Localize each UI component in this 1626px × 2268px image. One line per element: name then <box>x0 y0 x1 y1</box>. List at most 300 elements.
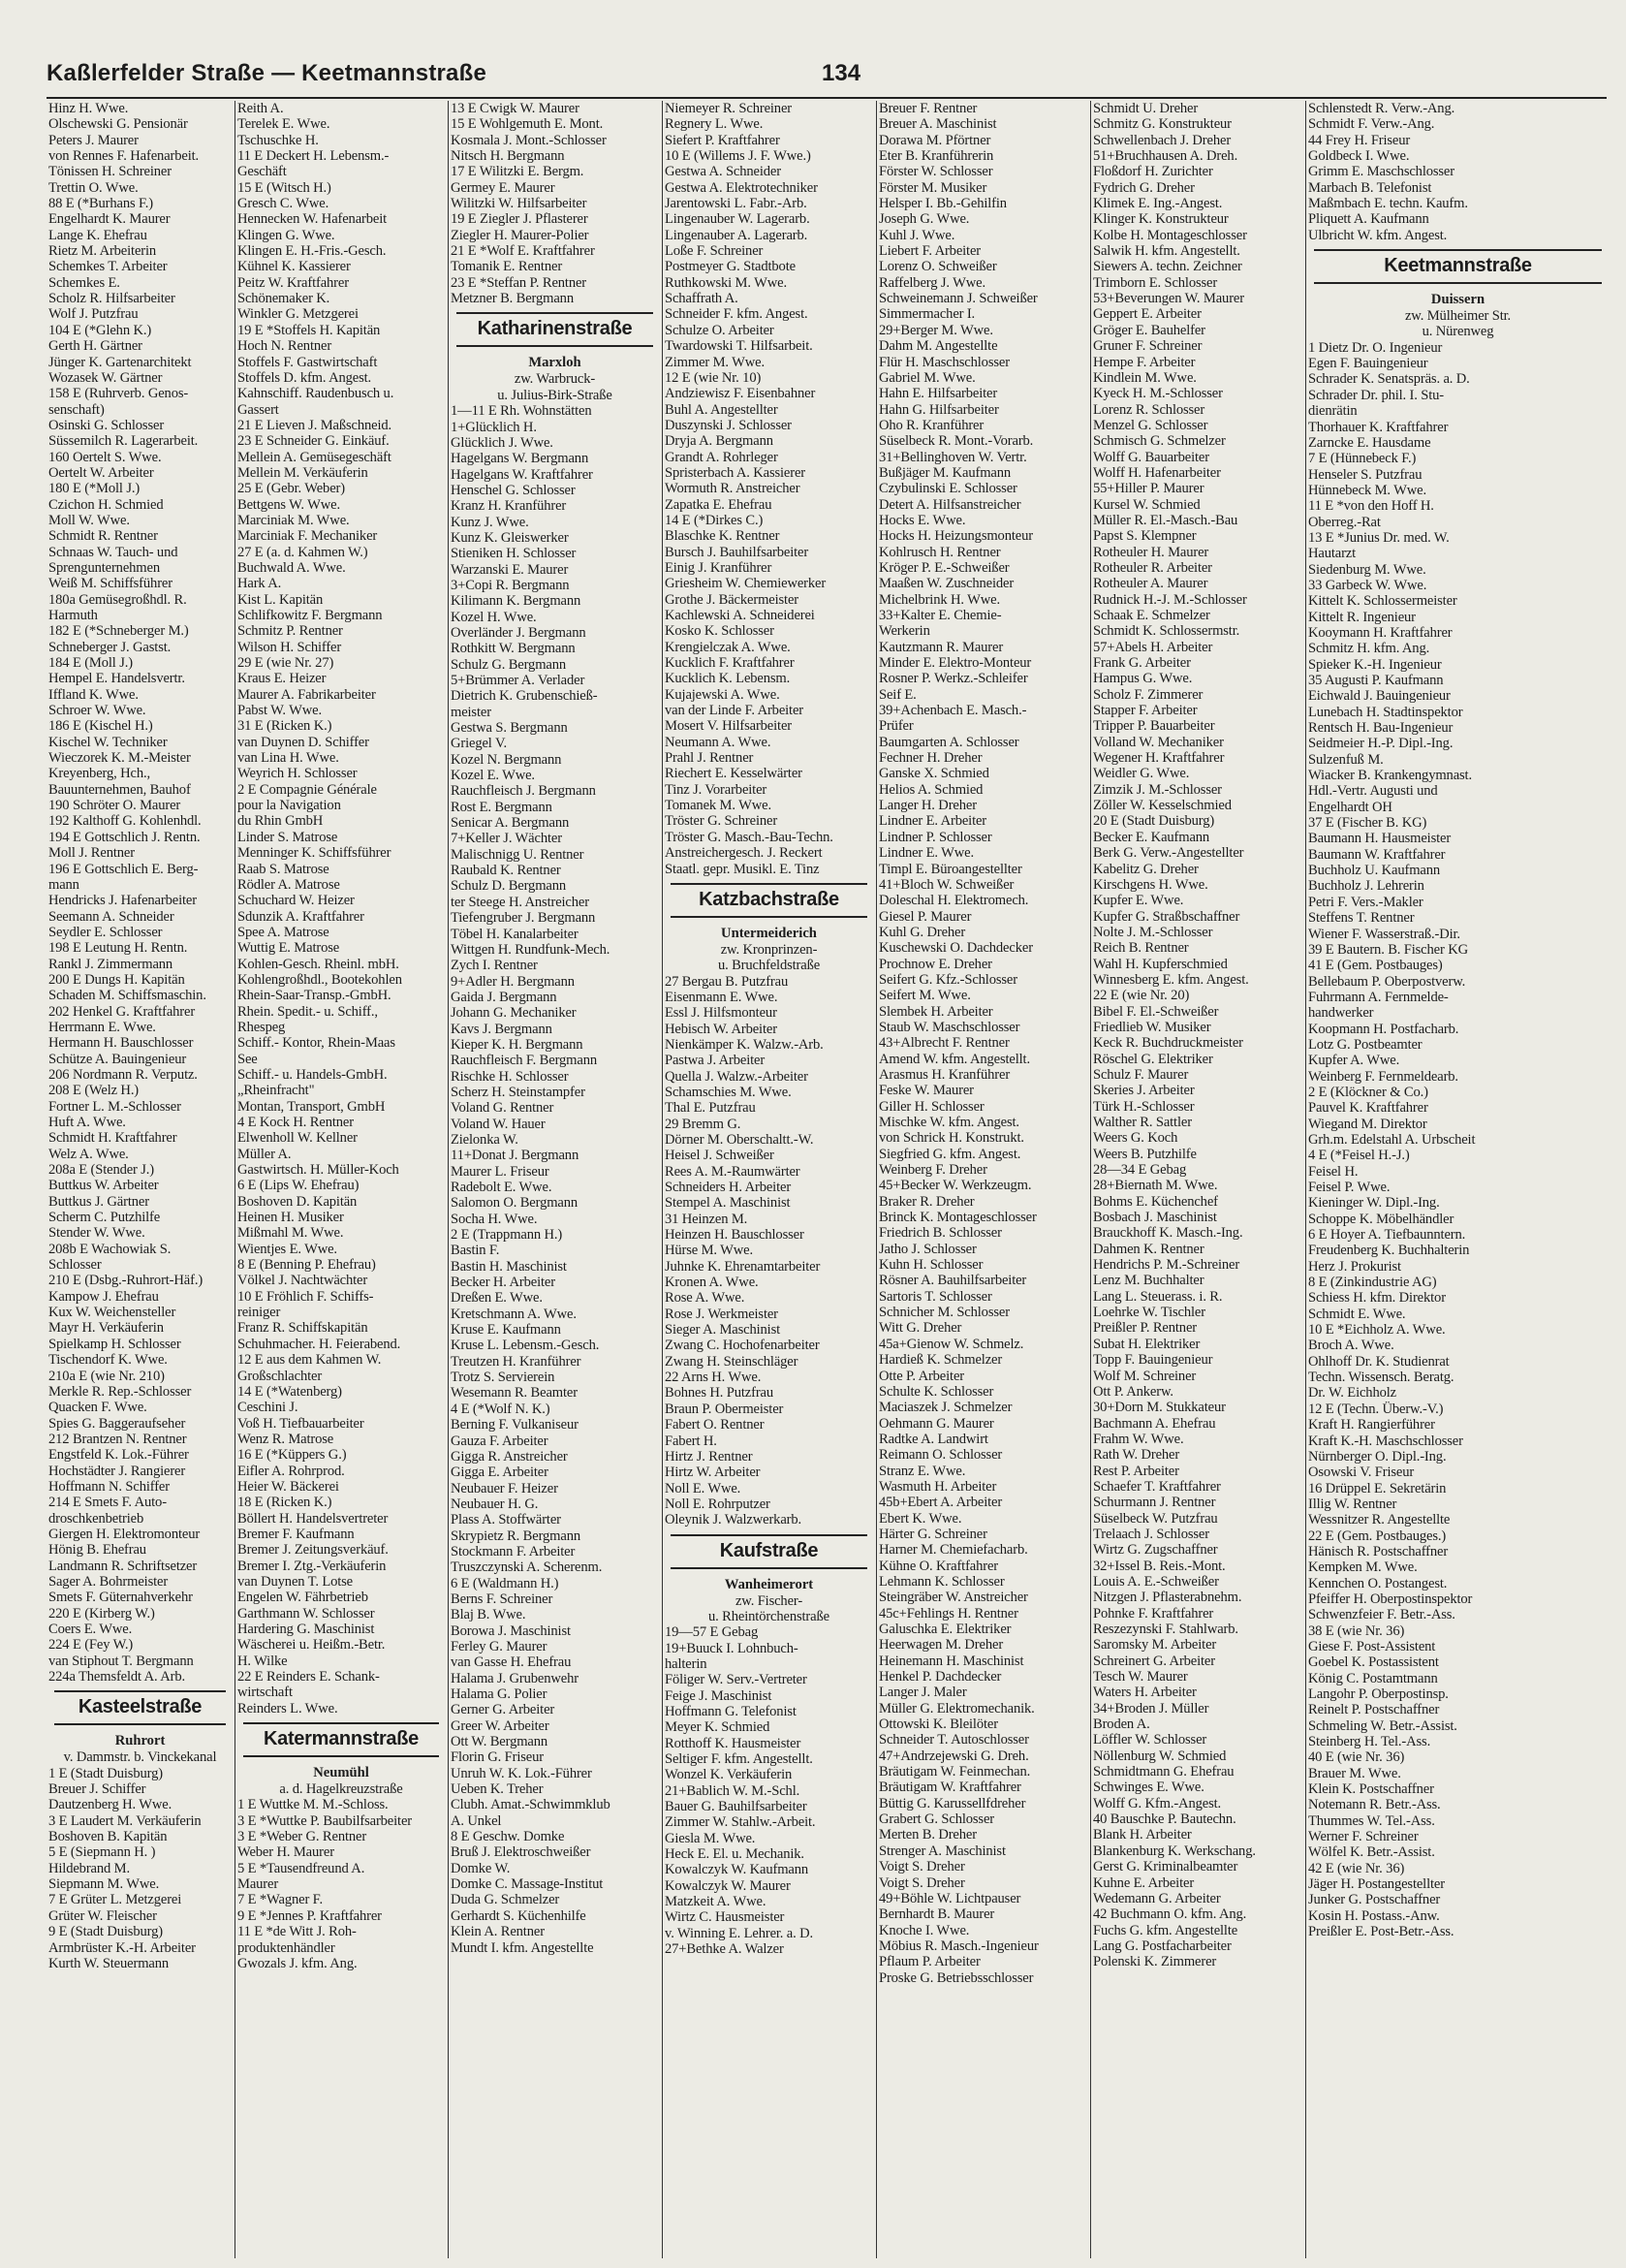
directory-entry: Reich B. Rentner <box>1093 940 1189 957</box>
directory-entry: Frank G. Arbeiter <box>1093 655 1191 672</box>
directory-entry: Hermann H. Bauschlosser <box>48 1035 194 1052</box>
directory-entry: Berning F. Vulkaniseur <box>451 1417 578 1433</box>
directory-entry: Hautarzt <box>1308 546 1357 562</box>
column-5 <box>877 101 1091 2258</box>
directory-entry: Senicar A. Bergmann <box>451 815 570 832</box>
directory-entry: Kozel N. Bergmann <box>451 751 562 768</box>
directory-entry: Dr. W. Eichholz <box>1308 1385 1396 1402</box>
directory-entry: Schoppe K. Möbelhändler <box>1308 1211 1454 1227</box>
directory-entry: Heinen H. Musiker <box>237 1210 344 1226</box>
directory-entry: Reinelt P. Postschaffner <box>1308 1702 1440 1718</box>
directory-entry: Riechert E. Kesselwärter <box>665 766 802 782</box>
directory-entry: Andziewisz F. Eisenbahner <box>665 386 816 402</box>
directory-entry: Fabert H. <box>665 1433 717 1449</box>
directory-entry: Dahmen K. Rentner <box>1093 1241 1204 1257</box>
directory-entry: Hardering G. Maschinist <box>237 1622 375 1637</box>
directory-entry: Müller R. El.-Masch.-Bau <box>1093 512 1238 528</box>
directory-entry: Gresch C. Wwe. <box>237 196 329 212</box>
directory-entry: Jatho J. Schlosser <box>879 1241 977 1257</box>
directory-entry: Kursel W. Schmied <box>1093 496 1201 513</box>
directory-entry: 11 E *de Witt J. Roh- <box>237 1924 357 1940</box>
directory-entry: Mischke W. kfm. Angest. <box>879 1115 1019 1130</box>
directory-entry: Griesheim W. Chemiewerker <box>665 576 827 592</box>
directory-entry: Scholz R. Hilfsarbeiter <box>48 291 175 307</box>
directory-entry: 12 E aus dem Kahmen W. <box>237 1352 382 1369</box>
directory-entry: Schulze O. Arbeiter <box>665 322 774 338</box>
directory-entry: Fechner H. Dreher <box>879 750 983 767</box>
directory-entry: 5+Brümmer A. Verlader <box>451 673 585 688</box>
directory-entry: Doleschal H. Elektromech. <box>879 893 1029 909</box>
directory-entry: Hänisch R. Postschaffner <box>1308 1543 1449 1559</box>
directory-entry: Hocks E. Wwe. <box>879 512 966 528</box>
directory-entry: Wolff G. Kfm.-Angest. <box>1093 1795 1221 1811</box>
directory-entry: Rose J. Werkmeister <box>665 1306 778 1322</box>
directory-entry: Nienkämper K. Walzw.-Arb. <box>665 1036 824 1053</box>
directory-entry: Johann G. Mechaniker <box>451 1005 577 1022</box>
directory-entry: pour la Navigation <box>237 798 341 814</box>
directory-entry: Schneiders H. Arbeiter <box>665 1180 792 1195</box>
directory-entry: Seltiger F. kfm. Angestellt. <box>665 1751 813 1767</box>
directory-entry: Koopmann H. Postfacharb. <box>1308 1021 1459 1037</box>
directory-entry: Menninger K. Schiffsführer <box>237 845 391 862</box>
directory-entry: Tesch W. Maurer <box>1093 1669 1188 1685</box>
directory-entry: Baumgarten A. Schlosser <box>879 734 1019 750</box>
directory-entry: 3 E Laudert M. Verkäuferin <box>48 1812 202 1829</box>
directory-entry: Tripper P. Bauarbeiter <box>1093 718 1215 735</box>
directory-entry: Klingen E. H.-Fris.-Gesch. <box>237 243 387 260</box>
directory-entry: Ott P. Ankerw. <box>1093 1383 1173 1400</box>
directory-entry: 23 E Schneider G. Einkäuf. <box>237 433 390 450</box>
directory-entry: Kronen A. Wwe. <box>665 1275 759 1291</box>
directory-entry: Langer J. Maler <box>879 1685 967 1701</box>
directory-entry: Tschuschke H. <box>237 132 319 148</box>
directory-entry: Buttkus W. Arbeiter <box>48 1178 159 1194</box>
directory-entry: Föliger W. Serv.-Vertreter <box>665 1672 807 1688</box>
directory-entry: Braker R. Dreher <box>879 1193 975 1210</box>
directory-entry: Thorhauer K. Kraftfahrer <box>1308 419 1449 435</box>
directory-entry: Spies G. Baggeraufseher <box>48 1415 186 1432</box>
directory-entry: Kabelitz G. Dreher <box>1093 861 1199 877</box>
directory-entry: 200 E Dungs H. Kapitän <box>48 971 185 988</box>
directory-entry: 198 E Leutung H. Rentn. <box>48 940 188 957</box>
directory-entry: Brauckhoff K. Masch.-Ing. <box>1093 1225 1243 1242</box>
directory-entry: Kieper K. H. Bergmann <box>451 1036 583 1053</box>
directory-entry: Ganske X. Schmied <box>879 766 989 782</box>
directory-entry: Wolff G. Bauarbeiter <box>1093 449 1209 465</box>
directory-entry: Dorawa M. Pförtner <box>879 132 991 148</box>
directory-entry: von Schrick H. Konstrukt. <box>879 1130 1024 1147</box>
directory-entry: Hendrichs P. M.-Schreiner <box>1093 1257 1240 1274</box>
directory-entry: Stranz E. Wwe. <box>879 1463 966 1479</box>
directory-entry: Rees A. M.-Raumwärter <box>665 1163 800 1180</box>
directory-entry: 16 E (*Küppers G.) <box>237 1447 347 1464</box>
directory-entry: Ferley G. Maurer <box>451 1638 547 1654</box>
directory-entry: produktenhändler <box>237 1939 335 1956</box>
directory-entry: Mellein A. Gemüsegeschäft <box>237 449 391 465</box>
directory-entry: Petri F. Vers.-Makler <box>1308 894 1423 910</box>
directory-entry: Kupfer A. Wwe. <box>1308 1053 1400 1069</box>
directory-entry: Minder E. Elektro-Monteur <box>879 655 1032 672</box>
directory-entry: Hardieß K. Schmelzer <box>879 1352 1003 1369</box>
directory-entry: Engelhardt OH <box>1308 799 1392 815</box>
directory-entry: Weidler G. Wwe. <box>1093 766 1190 782</box>
directory-entry: Schweinemann J. Schweißer <box>879 291 1038 307</box>
directory-entry: Oleynik J. Walzwerkarb. <box>665 1512 801 1528</box>
directory-entry: Trelaach J. Schlosser <box>1093 1526 1209 1542</box>
directory-entry: Hoffmann N. Schiffer <box>48 1478 170 1495</box>
directory-entry: Rath W. Dreher <box>1093 1447 1180 1464</box>
directory-entry: Sager A. Bohrmeister <box>48 1573 169 1590</box>
directory-entry: Schaefer T. Kraftfahrer <box>1093 1478 1221 1495</box>
directory-entry: Peitz W. Kraftfahrer <box>237 274 349 291</box>
directory-entry: Sieger A. Maschinist <box>665 1322 781 1339</box>
directory-entry: 10 E Fröhlich F. Schiffs- <box>237 1288 374 1305</box>
directory-entry: van der Linde F. Arbeiter <box>665 703 803 719</box>
directory-entry: Duszynski J. Schlosser <box>665 417 792 433</box>
directory-entry: Eter B. Kranführerin <box>879 148 994 165</box>
directory-entry: Amend W. kfm. Angestellt. <box>879 1051 1030 1067</box>
directory-entry: Grimm E. Maschschlosser <box>1308 164 1454 180</box>
directory-entry: Trotz S. Servierein <box>451 1370 555 1386</box>
directory-entry: A. Unkel <box>451 1812 502 1829</box>
directory-entry: Kraus E. Heizer <box>237 671 327 687</box>
directory-entry: Skeries J. Arbeiter <box>1093 1083 1195 1099</box>
directory-entry: Heisel J. Schweißer <box>665 1148 774 1164</box>
directory-entry: Eifler A. Rohrprod. <box>237 1463 345 1479</box>
directory-entry: Kupfer E. Wwe. <box>1093 893 1184 909</box>
directory-entry: Nolte J. M.-Schlosser <box>1093 924 1213 940</box>
directory-entry: Jäger H. Postangestellter <box>1308 1876 1445 1893</box>
district-name: Marxloh <box>528 355 581 371</box>
directory-entry: 224 E (Fey W.) <box>48 1637 134 1654</box>
directory-entry: 42 Buchmann O. kfm. Ang. <box>1093 1906 1247 1923</box>
directory-entry: Brinck K. Montageschlosser <box>879 1210 1037 1226</box>
directory-entry: Schreinert G. Arbeiter <box>1093 1653 1215 1669</box>
directory-entry: Böllert H. Handelsvertreter <box>237 1510 389 1527</box>
directory-entry: 33+Kalter E. Chemie- <box>879 608 1002 623</box>
directory-entry: Metzner B. Bergmann <box>451 291 574 307</box>
directory-entry: 32+Issel B. Reis.-Mont. <box>1093 1558 1226 1574</box>
page-number: 134 <box>822 60 861 86</box>
directory-entry: Meyer K. Schmied <box>665 1719 770 1736</box>
directory-entry: Kruse E. Kaufmann <box>451 1322 561 1339</box>
directory-entry: Zapatka E. Ehefrau <box>665 496 772 513</box>
directory-entry: Maurer <box>237 1876 279 1893</box>
directory-entry: 29+Berger M. Wwe. <box>879 322 993 338</box>
directory-entry: Niemeyer R. Schreiner <box>665 101 792 116</box>
street-range: u. Julius-Birk-Straße <box>497 387 612 403</box>
directory-entry: 22 Arns H. Wwe. <box>665 1370 762 1386</box>
directory-entry: Stoffels F. Gastwirtschaft <box>237 354 378 370</box>
directory-entry: 11 E *von den Hoff H. <box>1308 498 1434 515</box>
directory-entry: 6 E Hoyer A. Tiefbaunntern. <box>1308 1227 1466 1244</box>
directory-entry: Großschlachter <box>237 1368 323 1384</box>
directory-entry: Voß H. Tiefbauarbeiter <box>237 1415 364 1432</box>
directory-entry: Gerner G. Arbeiter <box>451 1702 555 1718</box>
street-range: zw. Fischer- <box>735 1592 803 1609</box>
directory-entry: Trettin O. Wwe. <box>48 179 139 196</box>
directory-entry: Bußjäger M. Kaufmann <box>879 464 1012 481</box>
directory-entry: Tröster G. Masch.-Bau-Techn. <box>665 829 833 845</box>
directory-entry: Strenger A. Maschinist <box>879 1843 1006 1859</box>
directory-entry: Hendricks J. Hafenarbeiter <box>48 893 197 909</box>
directory-entry: Steffens T. Rentner <box>1308 910 1415 927</box>
directory-entry: 23 E *Steffan P. Rentner <box>451 274 587 291</box>
directory-entry: 4 E (*Wolf N. K.) <box>451 1401 550 1417</box>
street-heading: Katermannstraße <box>243 1722 439 1757</box>
directory-entry: Moll J. Rentner <box>48 845 135 862</box>
directory-entry: 7 E (Hünnebeck F.) <box>1308 451 1417 467</box>
directory-entry: Hildebrand M. <box>48 1860 130 1876</box>
directory-entry: 51+Bruchhausen A. Dreh. <box>1093 148 1238 165</box>
directory-entry: Süssemilch R. Lagerarbeit. <box>48 433 199 450</box>
page-header <box>47 58 1607 99</box>
directory-entry: Wirtz G. Zugschaffner <box>1093 1542 1218 1559</box>
directory-entry: Rösner A. Bauhilfsarbeiter <box>879 1273 1027 1289</box>
directory-entry: 27 E (a. d. Kahmen W.) <box>237 544 368 560</box>
directory-entry: 20 E (Stadt Duisburg) <box>1093 813 1215 830</box>
directory-entry: Blankenburg K. Werkschang. <box>1093 1843 1256 1859</box>
directory-entry: Schemkes E. <box>48 274 120 291</box>
directory-entry: Kurth W. Steuermann <box>48 1955 170 1971</box>
street-range: zw. Kronprinzen- <box>720 941 818 958</box>
directory-entry: Hirtz W. Arbeiter <box>665 1465 761 1481</box>
directory-entry: Schamschies M. Wwe. <box>665 1084 792 1100</box>
directory-entry: Hahn E. Hilfsarbeiter <box>879 386 998 402</box>
directory-entry: 39+Achenbach E. Masch.- <box>879 703 1027 719</box>
directory-entry: Weyrich H. Schlosser <box>237 766 358 782</box>
directory-entry: Czichon H. Schmied <box>48 496 164 513</box>
directory-entry: Gaida J. Bergmann <box>451 989 557 1005</box>
directory-entry: Boshoven D. Kapitän <box>237 1193 358 1210</box>
directory-entry: Süselbeck R. Mont.-Vorarb. <box>879 433 1034 450</box>
directory-entry: 38 E (wie Nr. 36) <box>1308 1622 1405 1639</box>
directory-entry: Voigt S. Dreher <box>879 1859 965 1875</box>
directory-entry: Reszezynski F. Stahlwarb. <box>1093 1622 1238 1637</box>
directory-entry: Kühne O. Kraftfahrer <box>879 1558 999 1574</box>
directory-entry: Wiener F. Wasserstraß.-Dir. <box>1308 926 1460 942</box>
directory-entry: Grh.m. Edelstahl A. Urbscheit <box>1308 1131 1476 1148</box>
directory-entry: Schmidtmann G. Ehefrau <box>1093 1764 1235 1780</box>
directory-entry: Heinemann H. Maschinist <box>879 1653 1024 1669</box>
directory-entry: Kupfer G. Straßbschaffner <box>1093 908 1240 925</box>
directory-entry: Lunebach H. Stadtinspektor <box>1308 704 1463 720</box>
directory-entry: Quella J. Walzw.-Arbeiter <box>665 1068 808 1085</box>
directory-entry: Wessnitzer R. Angestellte <box>1308 1512 1451 1528</box>
directory-entry: 44 Frey H. Friseur <box>1308 132 1411 148</box>
directory-entry: Bettgens W. Wwe. <box>237 496 340 513</box>
directory-entry: Stieniken H. Schlosser <box>451 546 577 562</box>
directory-entry: Mayr H. Verkäuferin <box>48 1320 164 1337</box>
directory-entry: Scholz F. Zimmerer <box>1093 686 1204 703</box>
directory-entry: Oho R. Kranführer <box>879 417 985 433</box>
directory-entry: Domke C. Massage-Institut <box>451 1876 604 1893</box>
directory-entry: Glücklich J. Wwe. <box>451 434 553 451</box>
directory-entry: Siefert P. Kraftfahrer <box>665 132 780 148</box>
directory-entry: 186 E (Kischel H.) <box>48 718 153 735</box>
directory-entry: Broden A. <box>1093 1717 1150 1733</box>
directory-entry: Stapper F. Arbeiter <box>1093 703 1198 719</box>
directory-entry: Rhein. Spedit.- u. Schiff., <box>237 1003 378 1020</box>
directory-entry: Buchholz U. Kaufmann <box>1308 863 1441 879</box>
directory-entry: Preißler P. Rentner <box>1093 1320 1197 1337</box>
directory-entry: Lorenz O. Schweißer <box>879 259 997 275</box>
directory-entry: Landmann R. Schriftsetzer <box>48 1558 198 1574</box>
street-range: u. Bruchfeldstraße <box>717 958 821 974</box>
directory-entry: van Stiphout T. Bergmann <box>48 1653 194 1669</box>
directory-entry: Schrader K. Senatspräs. a. D. <box>1308 371 1470 388</box>
directory-entry: Iffland K. Wwe. <box>48 686 139 703</box>
directory-entry: 40 E (wie Nr. 36) <box>1308 1749 1405 1766</box>
directory-entry: Wilson H. Schiffer <box>237 639 342 655</box>
directory-entry: 27 Bergau B. Putzfrau <box>665 973 789 990</box>
directory-entry: Oertelt W. Arbeiter <box>48 464 154 481</box>
directory-entry: 88 E (*Burhans F.) <box>48 196 154 212</box>
directory-entry: Spieker K.-H. Ingenieur <box>1308 656 1442 673</box>
directory-entry: Mosert V. Hilfsarbeiter <box>665 718 792 735</box>
directory-entry: 2 E (Trappmann H.) <box>451 1227 563 1244</box>
directory-entry: Schaden M. Schiffsmaschin. <box>48 988 206 1004</box>
directory-entry: Schmitz G. Konstrukteur <box>1093 116 1232 133</box>
directory-entry: Schneider T. Autoschlosser <box>879 1732 1029 1748</box>
directory-entry: Breuer F. Rentner <box>879 101 978 116</box>
directory-entry: Hagelgans W. Kraftfahrer <box>451 466 593 483</box>
directory-entry: 7+Keller J. Wächter <box>451 831 562 847</box>
directory-entry: Schulz D. Bergmann <box>451 878 567 895</box>
directory-entry: Thal E. Putzfrau <box>665 1100 756 1117</box>
directory-entry: Stockmann F. Arbeiter <box>451 1543 576 1559</box>
directory-entry: Schroer W. Wwe. <box>48 703 146 719</box>
directory-entry: Giesla M. Wwe. <box>665 1830 756 1846</box>
directory-entry: Buchholz J. Lehrerin <box>1308 878 1424 895</box>
directory-entry: Breuer A. Maschinist <box>879 116 997 133</box>
directory-entry: Weers G. Koch <box>1093 1130 1178 1147</box>
directory-entry: Lindner P. Schlosser <box>879 829 992 845</box>
directory-entry: Hönig B. Ehefrau <box>48 1542 146 1559</box>
directory-entry: 14 E (*Watenberg) <box>237 1383 342 1400</box>
column-2 <box>235 101 449 2258</box>
directory-entry: 104 E (*Glehn K.) <box>48 322 152 338</box>
directory-entry: Seifert M. Wwe. <box>879 988 971 1004</box>
directory-entry: H. Wilke <box>237 1653 288 1669</box>
directory-entry: Kraft H. Rangierführer <box>1308 1417 1435 1433</box>
directory-entry: Lehmann K. Schlosser <box>879 1573 1005 1590</box>
directory-entry: 42 E (wie Nr. 36) <box>1308 1860 1405 1876</box>
directory-entry: Anstreichergesch. J. Reckert <box>665 845 823 862</box>
directory-entry: Stempel A. Maschinist <box>665 1195 791 1212</box>
directory-entry: Prüfer <box>879 718 914 735</box>
directory-entry: 15 E Wohlgemuth E. Mont. <box>451 116 604 133</box>
directory-entry: Ottowski K. Bleilöter <box>879 1717 998 1733</box>
directory-entry: Tinz J. Vorarbeiter <box>665 781 767 798</box>
directory-entry: Kirschgens H. Wwe. <box>1093 876 1208 893</box>
directory-entry: 2 E (Klöckner & Co.) <box>1308 1084 1428 1100</box>
directory-entry: Merten B. Dreher <box>879 1827 977 1843</box>
district-name: Duissern <box>1430 292 1485 308</box>
directory-entry: Spielkamp H. Schlosser <box>48 1336 181 1352</box>
directory-entry: 220 E (Kirberg W.) <box>48 1605 155 1622</box>
directory-entry: Breuer J. Schiffer <box>48 1781 146 1798</box>
directory-entry: Dautzenberg H. Wwe. <box>48 1797 172 1813</box>
directory-entry: Bremer I. Ztg.-Verkäuferin <box>237 1558 387 1574</box>
directory-entry: Kujajewski A. Wwe. <box>665 686 780 703</box>
directory-entry: Pfeiffer H. Oberpostinspektor <box>1308 1591 1473 1607</box>
directory-entry: Franz R. Schiffskapitän <box>237 1320 368 1337</box>
directory-entry: Arasmus H. Kranführer <box>879 1066 1011 1083</box>
directory-entry: Quacken F. Wwe. <box>48 1400 147 1416</box>
directory-entry: 210a E (wie Nr. 210) <box>48 1368 165 1384</box>
directory-entry: Skrypietz R. Bergmann <box>451 1528 580 1544</box>
directory-entry: du Rhin GmbH <box>237 813 324 830</box>
directory-entry: Topp F. Bauingenieur <box>1093 1352 1213 1369</box>
directory-entry: Schuhmacher. H. Feierabend. <box>237 1336 401 1352</box>
directory-entry: Rost E. Bergmann <box>451 799 552 815</box>
directory-entry: Salwik H. kfm. Angestellt. <box>1093 243 1240 260</box>
directory-entry: Schulz F. Maurer <box>1093 1066 1189 1083</box>
directory-entry: Hoffmann G. Telefonist <box>665 1703 797 1719</box>
directory-entry: Buchwald A. Wwe. <box>237 559 346 576</box>
directory-entry: 1 E Wuttke M. M.-Schloss. <box>237 1797 389 1813</box>
directory-entry: 45b+Ebert A. Arbeiter <box>879 1495 1003 1511</box>
directory-entry: Maurer A. Fabrikarbeiter <box>237 686 376 703</box>
directory-entry: Joseph G. Wwe. <box>879 211 970 228</box>
directory-entry: Grüter W. Fleischer <box>48 1907 157 1924</box>
directory-entry: Scherm C. Putzhilfe <box>48 1210 161 1226</box>
directory-entry: Reith A. <box>237 101 284 116</box>
directory-entry: Geppert E. Arbeiter <box>1093 306 1202 323</box>
directory-entry: 2 E Compagnie Générale <box>237 781 377 798</box>
directory-entry: Schlosser <box>48 1257 102 1274</box>
street-heading: Keetmannstraße <box>1314 249 1602 284</box>
directory-entry: Peters J. Maurer <box>48 132 139 148</box>
directory-entry: Neubauer F. Heizer <box>451 1480 558 1496</box>
directory-entry: Detert A. Hilfsanstreicher <box>879 496 1021 513</box>
directory-entry: Buhl A. Angestellter <box>665 401 778 418</box>
street-range: a. d. Hagelkreuzstraße <box>279 1781 403 1798</box>
directory-entry: 17 E Wilitzki E. Bergm. <box>451 164 584 180</box>
directory-entry: Schlenstedt R. Verw.-Ang. <box>1308 101 1455 116</box>
directory-entry: Feige J. Maschinist <box>665 1687 772 1704</box>
directory-entry: Ueben K. Treher <box>451 1781 544 1798</box>
directory-entry: Seidmeier H.-P. Dipl.-Ing. <box>1308 736 1454 752</box>
directory-entry: Bastin F. <box>451 1243 500 1259</box>
directory-entry: Prahl J. Rentner <box>665 750 754 767</box>
directory-entry: Winkler G. Metzgerei <box>237 306 359 323</box>
directory-entry: Möbius R. Masch.-Ingenieur <box>879 1937 1039 1954</box>
directory-entry: Kosko K. Schlosser <box>665 623 774 640</box>
directory-entry: mann <box>48 876 79 893</box>
directory-entry: Kempken M. Wwe. <box>1308 1559 1418 1576</box>
directory-entry: Gastwirtsch. H. Müller-Koch <box>237 1162 399 1179</box>
directory-entry: 9+Adler H. Bergmann <box>451 973 575 990</box>
directory-entry: Essl J. Hilfsmonteur <box>665 1005 777 1022</box>
directory-entry: 13 E *Junius Dr. med. W. <box>1308 529 1450 546</box>
directory-entry: Pabst W. Wwe. <box>237 703 322 719</box>
directory-entry: Kist L. Kapitän <box>237 591 324 608</box>
directory-entry: halterin <box>665 1655 707 1672</box>
directory-entry: 9 E *Jennes P. Kraftfahrer <box>237 1907 382 1924</box>
directory-entry: Wesemann R. Beamter <box>451 1385 578 1402</box>
directory-entry: Rhein-Saar-Transp.-GmbH. <box>237 988 391 1004</box>
directory-entry: Dörner M. Oberschaltt.-W. <box>665 1131 814 1148</box>
street-heading: Kasteelstraße <box>54 1690 226 1725</box>
directory-entry: Rauchfleisch J. Bergmann <box>451 783 596 800</box>
directory-entry: Wolf J. Putzfrau <box>48 306 139 323</box>
directory-entry: Loehrke W. Tischler <box>1093 1305 1205 1321</box>
street-heading: Katzbachstraße <box>671 883 867 918</box>
directory-entry: Goebel K. Postassistent <box>1308 1654 1439 1671</box>
directory-entry: Kohlen-Gesch. Rheinl. mbH. <box>237 956 399 972</box>
